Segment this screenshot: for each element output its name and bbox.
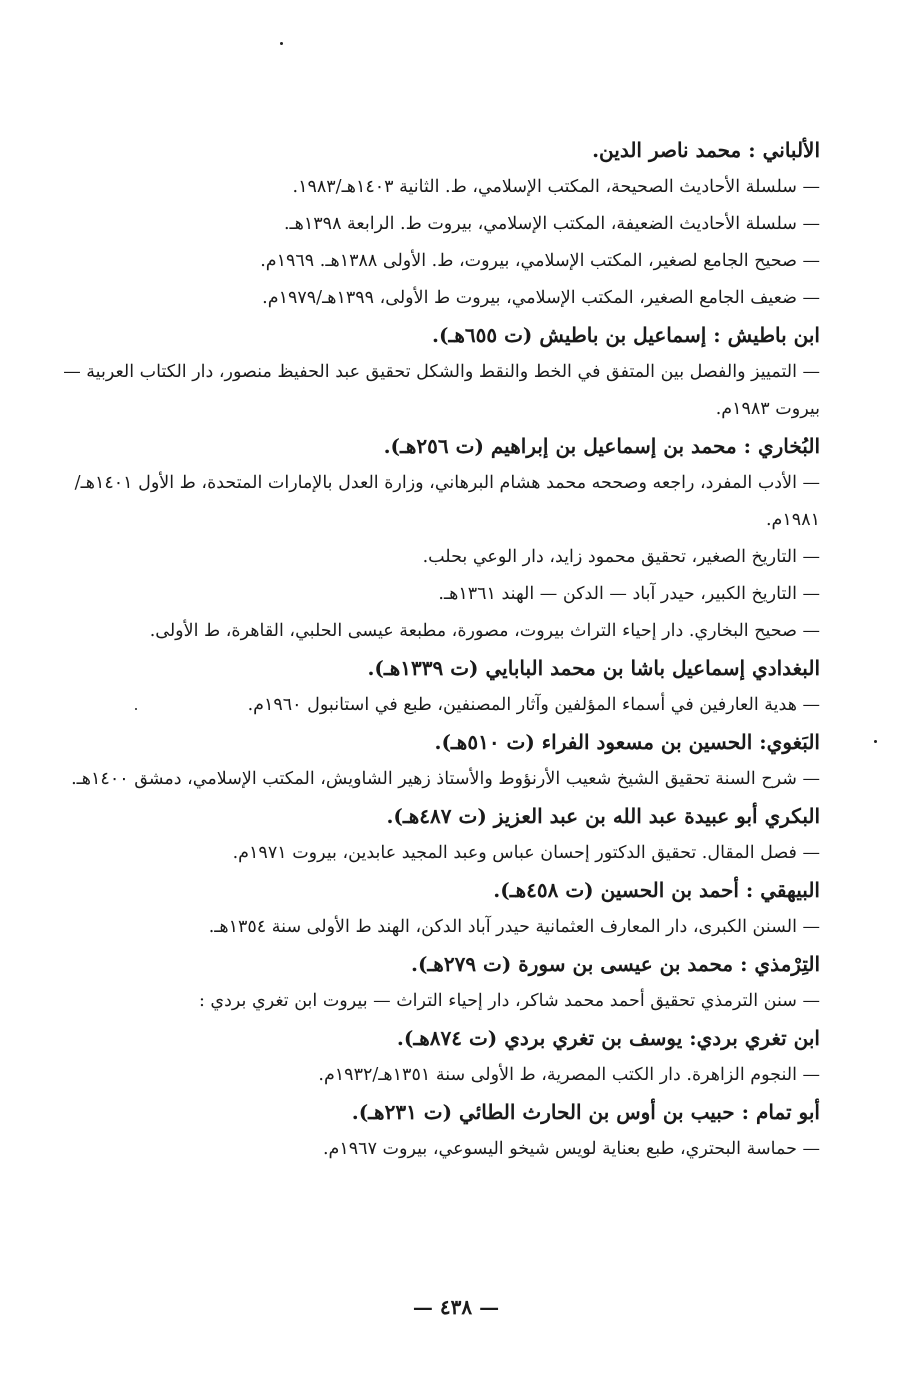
bibliography-entry (60, 872, 820, 946)
work-citation: — التاريخ الصغير، تحقيق محمود زايد، دار الوعي بحلب. (422, 547, 820, 567)
bibliography-list (60, 132, 820, 1168)
author-heading: البُخاري : محمد بن إسماعيل بن إبراهيم (ت ٢٥٦هـ). (383, 434, 820, 458)
work-citation: — هدية العارفين في أسماء المؤلفين وآثار المصنفين، طبع في استانبول ١٩٦٠م. (247, 695, 820, 715)
author-heading: البَغوي: الحسين بن مسعود الفراء (ت ٥١٠هـ). (434, 730, 820, 754)
author-heading: البغدادي إسماعيل باشا بن محمد البابايي (ت ١٣٣٩هـ). (367, 656, 820, 680)
work-citation: — سنن الترمذي تحقيق أحمد محمد شاكر، دار إحياء التراث — بيروت ابن تغري بردي : (198, 991, 820, 1011)
author-heading: التِرْمذي : محمد بن عيسى بن سورة (ت ٢٧٩هـ). (410, 952, 820, 976)
work-citation: — النجوم الزاهرة. دار الكتب المصرية، ط الأولى سنة ١٣٥١هـ/١٩٣٢م. (318, 1065, 820, 1085)
page-number: — ٤٣٨ — (412, 1295, 500, 1319)
author-heading: ابن تغري بردي: يوسف بن تغري بردي (ت ٨٧٤هـ). (396, 1026, 820, 1050)
work-citation: — شرح السنة تحقيق الشيخ شعيب الأرنؤوط والأستاذ زهير الشاويش، المكتب الإسلامي، دمشق ١٤٠٠هـ. (71, 769, 820, 789)
author-heading: البكري أبو عبيدة عبد الله بن عبد العزيز (ت ٤٨٧هـ). (386, 804, 820, 828)
bibliography-entry (60, 1094, 820, 1168)
bibliography-entry (60, 428, 820, 650)
bibliography-entry (60, 724, 820, 798)
work-citation: — الأدب المفرد، راجعه وصححه محمد هشام البرهاني، وزارة العدل بالإمارات المتحدة، ط الأول ١٤٠١هـ/١٩٨١م. (74, 473, 820, 530)
author-heading: البيهقي : أحمد بن الحسين (ت ٤٥٨هـ). (493, 878, 820, 902)
work-citation: — سلسلة الأحاديث الضعيفة، المكتب الإسلامي، بيروت ط. الرابعة ١٣٩٨هـ. (283, 214, 820, 234)
bibliography-entry (60, 317, 820, 428)
author-heading: الألباني : محمد ناصر الدين. (592, 138, 820, 162)
bibliography-entry (60, 132, 820, 317)
author-heading: أبو تمام : حبيب بن أوس بن الحارث الطائي (ت ٢٣١هـ). (351, 1100, 820, 1124)
bibliography-entry (60, 650, 820, 724)
work-citation: — فصل المقال. تحقيق الدكتور إحسان عباس وعبد المجيد عابدين، بيروت ١٩٧١م. (232, 843, 820, 863)
work-citation: — السنن الكبرى، دار المعارف العثمانية حيدر آباد الدكن، الهند ط الأولى سنة ١٣٥٤هـ. (208, 917, 820, 937)
author-heading: ابن باطيش : إسماعيل بن باطيش (ت ٦٥٥هـ). (432, 323, 820, 347)
work-citation: — صحيح البخاري. دار إحياء التراث بيروت، مصورة، مطبعة عيسى الحلبي، القاهرة، ط الأولى. (149, 621, 820, 641)
work-citation: — التاريخ الكبير، حيدر آباد — الدكن — الهند ١٣٦١هـ. (438, 584, 820, 604)
work-citation: — حماسة البحتري، طبع بعناية لويس شيخو اليسوعي، بيروت ١٩٦٧م. (322, 1139, 820, 1159)
bibliography-entry (60, 798, 820, 872)
bibliography-entry (60, 946, 820, 1020)
scan-speck (874, 740, 877, 743)
bibliography-entry (60, 1020, 820, 1094)
scan-speck (280, 42, 283, 45)
work-citation: — صحيح الجامع لصغير، المكتب الإسلامي، بيروت، ط. الأولى ١٣٨٨هـ. ١٩٦٩م. (260, 251, 820, 271)
work-citation: — التمييز والفصل بين المتفق في الخط والنقط والشكل تحقيق عبد الحفيظ منصور، دار الكتاب العربية — بيروت ١٩٨٣م. (63, 362, 820, 419)
work-citation: — سلسلة الأحاديث الصحيحة، المكتب الإسلامي، ط. الثانية ١٤٠٣هـ/١٩٨٣. (292, 177, 820, 197)
work-citation: — ضعيف الجامع الصغير، المكتب الإسلامي، بيروت ط الأولى، ١٣٩٩هـ/١٩٧٩م. (262, 288, 820, 308)
